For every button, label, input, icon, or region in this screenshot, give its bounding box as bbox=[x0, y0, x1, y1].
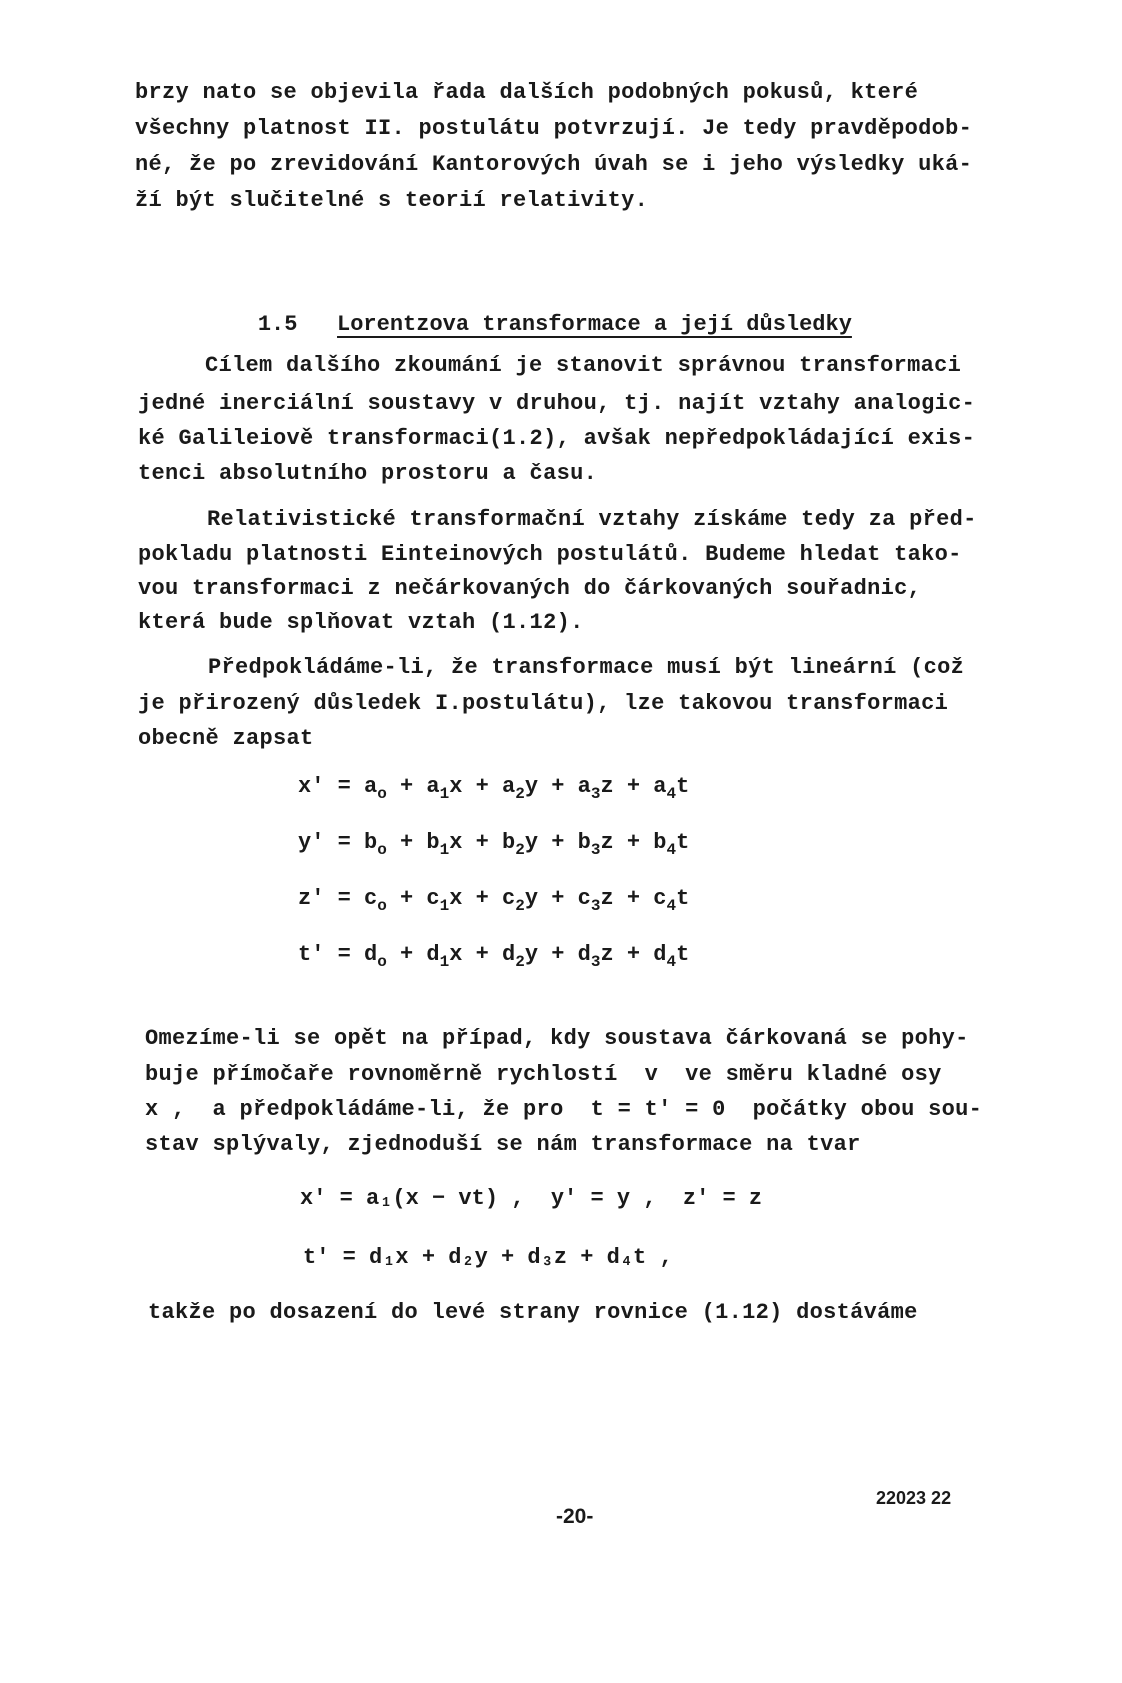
text-line: je přirozený důsledek I.postulátu), lze takovou transformaci bbox=[138, 691, 949, 716]
text-line: všechny platnost II. postulátu potvrzují. Je tedy pravděpodob- bbox=[135, 116, 973, 141]
section-title: Lorentzova transformace a její důsledky bbox=[337, 312, 852, 337]
text-line: brzy nato se objevila řada dalších podobných pokusů, které bbox=[135, 80, 919, 105]
text-line: né, že po zrevidování Kantorových úvah se i jeho výsledky uká- bbox=[135, 152, 973, 177]
section-heading bbox=[205, 287, 852, 362]
text-line: Relativistické transformační vztahy získáme tedy za před- bbox=[207, 507, 977, 532]
text-line: obecně zapsat bbox=[138, 726, 314, 751]
text-line: buje přímočaře rovnoměrně rychlostí v ve směru kladné osy bbox=[145, 1062, 942, 1087]
text-line: ké Galileiově transformaci(1.2), avšak nepředpokládající exis- bbox=[138, 426, 976, 451]
text-line: Omezíme-li se opět na případ, kdy soustava čárkovaná se pohy- bbox=[145, 1026, 969, 1051]
equation-y-prime: $y' = b_o + b_1x + b_2y + b_3z + b_4t$ bbox=[298, 830, 690, 859]
text-line: stav splývaly, zjednoduší se nám transformace na tvar bbox=[145, 1132, 861, 1157]
archive-code: 22023 22 bbox=[876, 1488, 952, 1508]
simplified-equation-spatial: x' = a₁(x − vt) , y' = y , z' = z bbox=[300, 1186, 763, 1211]
text-line: vou transformaci z nečárkovaných do čárkovaných souřadnic, bbox=[138, 576, 922, 601]
text-line: tenci absolutního prostoru a času. bbox=[138, 461, 598, 486]
text-line-final: takže po dosazení do levé strany rovnice (1.12) dostáváme bbox=[148, 1300, 918, 1325]
page-number: -20- bbox=[556, 1505, 594, 1528]
text-line: pokladu platnosti Einteinových postulátů. Budeme hledat tako- bbox=[138, 542, 962, 567]
simplified-equation-time: t' = d₁x + d₂y + d₃z + d₄t , bbox=[303, 1245, 673, 1270]
text-line: jedné inerciální soustavy v druhou, tj. najít vztahy analogic- bbox=[138, 391, 976, 416]
equation-t-prime: $t' = d_o + d_1x + d_2y + d_3z + d_4t$ bbox=[298, 942, 690, 971]
equation-z-prime: $z' = c_o + c_1x + c_2y + c_3z + c_4t$ bbox=[298, 886, 690, 915]
text-line: Předpokládáme-li, že transformace musí být lineární (což bbox=[208, 655, 965, 680]
text-line: která bude splňovat vztah (1.12). bbox=[138, 610, 584, 635]
text-line: Cílem dalšího zkoumání je stanovit správnou transformaci bbox=[205, 353, 962, 378]
section-number: 1.5 bbox=[257, 312, 298, 337]
text-line: ží být slučitelné s teorií relativity. bbox=[135, 188, 649, 213]
equation-x-prime: $x' = a_o + a_1x + a_2y + a_3z + a_4t$ bbox=[298, 774, 690, 803]
text-line: x , a předpokládáme-li, že pro t = t' = 0 počátky obou sou- bbox=[145, 1097, 983, 1122]
